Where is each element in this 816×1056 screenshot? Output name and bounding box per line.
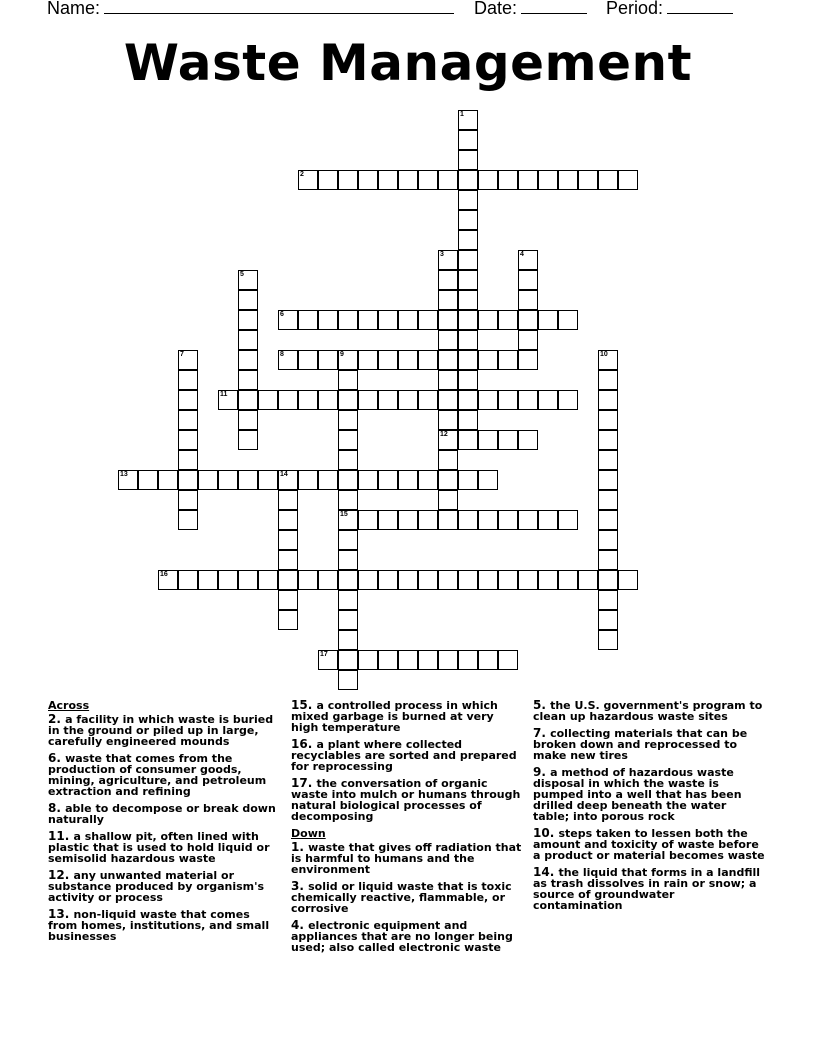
crossword-cell[interactable] <box>218 390 238 410</box>
crossword-cell[interactable] <box>238 430 258 450</box>
crossword-cell[interactable] <box>598 510 618 530</box>
crossword-cell[interactable] <box>438 570 458 590</box>
crossword-cell[interactable] <box>338 310 358 330</box>
across-heading: Across <box>48 699 90 712</box>
crossword-cell[interactable] <box>258 470 278 490</box>
crossword-cell[interactable] <box>358 170 378 190</box>
crossword-cell[interactable] <box>418 570 438 590</box>
clue-number: 9 <box>340 351 344 358</box>
clue-text: steps taken to lessen both the amount and toxicity of waste before a product or material becomes waste <box>533 827 765 862</box>
crossword-cell[interactable] <box>518 290 538 310</box>
crossword-cell[interactable] <box>278 490 298 510</box>
crossword-cell[interactable] <box>278 610 298 630</box>
crossword-cell[interactable] <box>298 470 318 490</box>
crossword-cell[interactable] <box>278 570 298 590</box>
clue-across <box>48 803 280 825</box>
crossword-cell[interactable] <box>178 390 198 410</box>
crossword-cell[interactable] <box>598 370 618 390</box>
crossword-cell[interactable] <box>518 350 538 370</box>
page-title: Waste Management <box>123 34 693 92</box>
crossword-cell[interactable] <box>458 170 478 190</box>
crossword-cell[interactable] <box>598 610 618 630</box>
crossword-cell[interactable] <box>338 590 358 610</box>
crossword-cell[interactable] <box>598 590 618 610</box>
crossword-cell[interactable] <box>598 470 618 490</box>
crossword-cell[interactable] <box>478 510 498 530</box>
crossword-cell[interactable] <box>398 510 418 530</box>
crossword-cell[interactable] <box>338 470 358 490</box>
crossword-cell[interactable] <box>618 170 638 190</box>
crossword-cell[interactable] <box>358 390 378 410</box>
crossword-cell[interactable] <box>598 170 618 190</box>
down-heading: Down <box>291 827 326 840</box>
crossword-cell[interactable] <box>238 290 258 310</box>
crossword-cell[interactable] <box>518 270 538 290</box>
crossword-cell[interactable] <box>438 430 458 450</box>
clue-number-label: 10. <box>533 826 559 840</box>
crossword-cell[interactable] <box>398 390 418 410</box>
clue-number-label: 14. <box>533 865 559 879</box>
clue-number-label: 11. <box>48 829 74 843</box>
crossword-cell[interactable] <box>238 570 258 590</box>
clue-down <box>533 828 765 861</box>
crossword-cell[interactable] <box>358 470 378 490</box>
clue-text: waste that gives off radiation that is harmful to humans and the environment <box>291 841 522 876</box>
clue-text: a plant where collected recyclables are sorted and prepared for reprocessing <box>291 738 517 773</box>
clue-number: 4 <box>520 251 524 258</box>
crossword-cell[interactable] <box>198 570 218 590</box>
clue-across <box>48 870 280 903</box>
clue-down <box>533 767 765 822</box>
crossword-cell[interactable] <box>458 390 478 410</box>
crossword-cell[interactable] <box>338 650 358 670</box>
clue-number-label: 13. <box>48 907 74 921</box>
crossword-cell[interactable] <box>178 570 198 590</box>
crossword-cell[interactable] <box>358 650 378 670</box>
crossword-cell[interactable] <box>178 350 198 370</box>
clue-number-label: 2. <box>48 712 66 726</box>
crossword-cell[interactable] <box>198 470 218 490</box>
crossword-cell[interactable] <box>238 330 258 350</box>
crossword-cell[interactable] <box>438 310 458 330</box>
crossword-cell[interactable] <box>218 470 238 490</box>
crossword-cell[interactable] <box>278 550 298 570</box>
clue-text: a controlled process in which mixed garbage is burned at very high temperature <box>291 699 498 734</box>
crossword-cell[interactable] <box>178 470 198 490</box>
clue-number: 7 <box>180 351 184 358</box>
crossword-cell[interactable] <box>318 350 338 370</box>
clue-text: waste that comes from the production of consumer goods, mining, agriculture, and petroleum extraction and refining <box>48 752 267 798</box>
crossword-cell[interactable] <box>438 290 458 310</box>
crossword-cell[interactable] <box>498 170 518 190</box>
crossword-cell[interactable] <box>498 310 518 330</box>
crossword-cell[interactable] <box>478 650 498 670</box>
crossword-cell[interactable] <box>418 510 438 530</box>
crossword-cell[interactable] <box>458 650 478 670</box>
crossword-cell[interactable] <box>498 350 518 370</box>
clue-number-label: 15. <box>291 698 317 712</box>
crossword-cell[interactable] <box>318 570 338 590</box>
clue-number: 17 <box>320 651 328 658</box>
clue-across <box>48 909 280 942</box>
crossword-cell[interactable] <box>498 430 518 450</box>
clue-number: 8 <box>280 351 284 358</box>
name-label: Name: <box>47 0 101 18</box>
crossword-cell[interactable] <box>578 570 598 590</box>
crossword-cell[interactable] <box>598 410 618 430</box>
crossword-cell[interactable] <box>238 390 258 410</box>
crossword-cell[interactable] <box>318 650 338 670</box>
clue-across <box>48 714 280 747</box>
crossword-cell[interactable] <box>378 170 398 190</box>
crossword-cell[interactable] <box>298 350 318 370</box>
crossword-cell[interactable] <box>458 210 478 230</box>
clue-down <box>291 920 523 953</box>
clue-down <box>291 842 523 875</box>
crossword-cell[interactable] <box>598 450 618 470</box>
crossword-cell[interactable] <box>438 330 458 350</box>
clue-number-label: 17. <box>291 776 317 790</box>
clue-down <box>533 728 765 761</box>
clue-text: the conversation of organic waste into mulch or humans through natural biological processes of decomposing <box>291 777 521 823</box>
clue-across <box>291 739 523 772</box>
crossword-cell[interactable] <box>438 490 458 510</box>
clue-number: 6 <box>280 311 284 318</box>
crossword-cell[interactable] <box>178 430 198 450</box>
crossword-cell[interactable] <box>178 370 198 390</box>
clue-text: the liquid that forms in a landfill as trash dissolves in rain or snow; a source of groundwater contamination <box>533 866 761 912</box>
crossword-cell[interactable] <box>598 530 618 550</box>
crossword-cell[interactable] <box>398 170 418 190</box>
crossword-cell[interactable] <box>238 370 258 390</box>
crossword-cell[interactable] <box>518 170 538 190</box>
crossword-cell[interactable] <box>518 310 538 330</box>
crossword-cell[interactable] <box>438 370 458 390</box>
crossword-cell[interactable] <box>378 650 398 670</box>
crossword-cell[interactable] <box>458 410 478 430</box>
clue-down <box>533 867 765 911</box>
crossword-cell[interactable] <box>358 510 378 530</box>
crossword-cell[interactable] <box>358 310 378 330</box>
crossword-cell[interactable] <box>518 250 538 270</box>
crossword-cell[interactable] <box>218 570 238 590</box>
crossword-cell[interactable] <box>298 390 318 410</box>
crossword-cell[interactable] <box>538 510 558 530</box>
crossword-cell[interactable] <box>318 170 338 190</box>
crossword-cell[interactable] <box>378 390 398 410</box>
crossword-cell[interactable] <box>458 470 478 490</box>
crossword-cell[interactable] <box>478 310 498 330</box>
crossword-cell[interactable] <box>278 530 298 550</box>
crossword-cell[interactable] <box>458 230 478 250</box>
crossword-cell[interactable] <box>458 270 478 290</box>
crossword-cell[interactable] <box>438 250 458 270</box>
clue-number-label: 6. <box>48 751 66 765</box>
clue-column-3 <box>533 700 765 917</box>
crossword-cell[interactable] <box>438 410 458 430</box>
crossword-cell[interactable] <box>238 270 258 290</box>
crossword-cell[interactable] <box>318 310 338 330</box>
crossword-cell[interactable] <box>338 410 358 430</box>
crossword-cell[interactable] <box>478 170 498 190</box>
crossword-cell[interactable] <box>318 390 338 410</box>
clue-number-label: 9. <box>533 765 551 779</box>
crossword-cell[interactable] <box>598 390 618 410</box>
crossword-cell[interactable] <box>458 250 478 270</box>
crossword-cell[interactable] <box>318 470 338 490</box>
crossword-cell[interactable] <box>458 370 478 390</box>
clue-number: 3 <box>440 251 444 258</box>
crossword-cell[interactable] <box>398 310 418 330</box>
clue-number: 16 <box>160 571 168 578</box>
crossword-cell[interactable] <box>438 270 458 290</box>
crossword-cell[interactable] <box>478 430 498 450</box>
clue-across <box>48 831 280 864</box>
crossword-cell[interactable] <box>538 390 558 410</box>
crossword-cell[interactable] <box>458 510 478 530</box>
crossword-cell[interactable] <box>598 630 618 650</box>
crossword-cell[interactable] <box>358 570 378 590</box>
crossword-cell[interactable] <box>418 650 438 670</box>
crossword-cell[interactable] <box>538 170 558 190</box>
crossword-cell[interactable] <box>578 170 598 190</box>
crossword-cell[interactable] <box>498 650 518 670</box>
crossword-cell[interactable] <box>178 510 198 530</box>
crossword-cell[interactable] <box>618 570 638 590</box>
clue-text: non-liquid waste that comes from homes, institutions, and small businesses <box>48 908 270 943</box>
crossword-cell[interactable] <box>338 390 358 410</box>
clue-across <box>291 700 523 733</box>
clue-number-label: 7. <box>533 726 551 740</box>
clue-column-2 <box>291 700 523 959</box>
crossword-cell[interactable] <box>278 350 298 370</box>
crossword-cell[interactable] <box>478 350 498 370</box>
crossword-cell[interactable] <box>598 550 618 570</box>
crossword-cell[interactable] <box>438 350 458 370</box>
crossword-cell[interactable] <box>158 570 178 590</box>
crossword-cell[interactable] <box>298 170 318 190</box>
clue-number-label: 3. <box>291 879 309 893</box>
clue-column-1 <box>48 700 280 948</box>
clue-text: able to decompose or break down naturally <box>48 802 276 826</box>
crossword-cell[interactable] <box>338 510 358 530</box>
crossword-cell[interactable] <box>418 170 438 190</box>
crossword-cell[interactable] <box>518 330 538 350</box>
clue-number-label: 4. <box>291 918 309 932</box>
clue-number-label: 16. <box>291 737 317 751</box>
clue-text: any unwanted material or substance produced by organism's activity or process <box>48 869 265 904</box>
crossword-cell[interactable] <box>418 310 438 330</box>
crossword-cell[interactable] <box>378 350 398 370</box>
crossword-cell[interactable] <box>338 530 358 550</box>
clue-text: a shallow pit, often lined with plastic that is used to hold liquid or semisolid hazardous waste <box>48 830 270 865</box>
crossword-cell[interactable] <box>298 570 318 590</box>
crossword-cell[interactable] <box>438 390 458 410</box>
crossword-cell[interactable] <box>238 470 258 490</box>
crossword-cell[interactable] <box>378 570 398 590</box>
crossword-cell[interactable] <box>418 470 438 490</box>
crossword-cell[interactable] <box>458 430 478 450</box>
clue-text: collecting materials that can be broken down and reprocessed to make new tires <box>533 727 748 762</box>
crossword-cell[interactable] <box>338 350 358 370</box>
crossword-cell[interactable] <box>138 470 158 490</box>
clue-text: a method of hazardous waste disposal in which the waste is pumped into a well that has been drilled deep beneath the water table; into porous rock <box>533 766 742 823</box>
clue-text: the U.S. government's program to clean up hazardous waste sites <box>533 699 763 723</box>
clue-number: 11 <box>220 391 228 398</box>
crossword-cell[interactable] <box>598 350 618 370</box>
crossword-cell[interactable] <box>338 550 358 570</box>
crossword-cell[interactable] <box>338 450 358 470</box>
clue-number: 15 <box>340 511 348 518</box>
crossword-cell[interactable] <box>558 510 578 530</box>
crossword-cell[interactable] <box>558 570 578 590</box>
clue-number-label: 12. <box>48 868 74 882</box>
crossword-cell[interactable] <box>178 410 198 430</box>
crossword-cell[interactable] <box>598 430 618 450</box>
crossword-cell[interactable] <box>278 470 298 490</box>
clue-across <box>291 778 523 822</box>
date-label: Date: <box>474 0 518 18</box>
crossword-cell[interactable] <box>518 570 538 590</box>
clue-down <box>291 881 523 914</box>
crossword-cell[interactable] <box>378 310 398 330</box>
crossword-cell[interactable] <box>538 570 558 590</box>
crossword-cell[interactable] <box>418 350 438 370</box>
crossword-cell[interactable] <box>338 630 358 650</box>
crossword-cell[interactable] <box>238 350 258 370</box>
crossword-cell[interactable] <box>438 650 458 670</box>
crossword-cell[interactable] <box>598 490 618 510</box>
crossword-cell[interactable] <box>338 170 358 190</box>
clue-number: 10 <box>600 351 608 358</box>
clue-text: a facility in which waste is buried in the ground or piled up in large, carefully engineered mounds <box>48 713 274 748</box>
clue-number: 12 <box>440 431 448 438</box>
crossword-cell[interactable] <box>358 350 378 370</box>
clue-number-label: 5. <box>533 698 551 712</box>
clue-number-label: 1. <box>291 840 309 854</box>
crossword-cell[interactable] <box>518 430 538 450</box>
crossword-cell[interactable] <box>478 570 498 590</box>
crossword-cell[interactable] <box>458 290 478 310</box>
crossword-cell[interactable] <box>298 310 318 330</box>
crossword-cell[interactable] <box>458 190 478 210</box>
crossword-cell[interactable] <box>258 390 278 410</box>
clue-number: 14 <box>280 471 288 478</box>
crossword-cell[interactable] <box>538 310 558 330</box>
clue-number: 2 <box>300 171 304 178</box>
crossword-cell[interactable] <box>338 610 358 630</box>
crossword-cell[interactable] <box>558 390 578 410</box>
crossword-cell[interactable] <box>238 410 258 430</box>
crossword-cell[interactable] <box>178 490 198 510</box>
crossword-cell[interactable] <box>598 570 618 590</box>
crossword-cell[interactable] <box>338 370 358 390</box>
crossword-cell[interactable] <box>458 110 478 130</box>
clue-text: electronic equipment and appliances that are no longer being used; also called electronic waste <box>291 919 513 954</box>
crossword-cell[interactable] <box>238 310 258 330</box>
crossword-cell[interactable] <box>278 510 298 530</box>
crossword-cell[interactable] <box>458 130 478 150</box>
clue-number: 13 <box>120 471 128 478</box>
clue-number: 1 <box>460 111 464 118</box>
crossword-cell[interactable] <box>398 650 418 670</box>
crossword-cell[interactable] <box>478 390 498 410</box>
crossword-cell[interactable] <box>458 570 478 590</box>
crossword-cell[interactable] <box>278 310 298 330</box>
crossword-cell[interactable] <box>418 390 438 410</box>
crossword-cell[interactable] <box>338 570 358 590</box>
crossword-cell[interactable] <box>518 510 538 530</box>
crossword-cell[interactable] <box>378 470 398 490</box>
crossword-cell[interactable] <box>458 150 478 170</box>
crossword-cell[interactable] <box>338 670 358 690</box>
crossword-cell[interactable] <box>338 430 358 450</box>
crossword-cell[interactable] <box>378 510 398 530</box>
clue-number: 5 <box>240 271 244 278</box>
crossword-cell[interactable] <box>458 350 478 370</box>
crossword-cell[interactable] <box>498 510 518 530</box>
crossword-cell[interactable] <box>118 470 138 490</box>
crossword-cell[interactable] <box>338 490 358 510</box>
clue-number-label: 8. <box>48 801 66 815</box>
clue-across <box>48 753 280 797</box>
crossword-cell[interactable] <box>178 450 198 470</box>
crossword-cell[interactable] <box>258 570 278 590</box>
crossword-cell[interactable] <box>498 570 518 590</box>
clue-text: solid or liquid waste that is toxic chemically reactive, flammable, or corrosive <box>291 880 512 915</box>
crossword-cell[interactable] <box>438 470 458 490</box>
crossword-cell[interactable] <box>438 170 458 190</box>
crossword-cell[interactable] <box>458 310 478 330</box>
crossword-cell[interactable] <box>438 450 458 470</box>
crossword-cell[interactable] <box>278 390 298 410</box>
crossword-cell[interactable] <box>438 510 458 530</box>
period-label: Period: <box>606 0 664 18</box>
crossword-cell[interactable] <box>458 330 478 350</box>
crossword-cell[interactable] <box>158 470 178 490</box>
crossword-cell[interactable] <box>558 170 578 190</box>
crossword-cell[interactable] <box>558 310 578 330</box>
crossword-cell[interactable] <box>478 470 498 490</box>
clue-down <box>533 700 765 722</box>
crossword-cell[interactable] <box>278 590 298 610</box>
crossword-cell[interactable] <box>398 570 418 590</box>
crossword-cell[interactable] <box>518 390 538 410</box>
crossword-cell[interactable] <box>398 470 418 490</box>
crossword-cell[interactable] <box>498 390 518 410</box>
crossword-cell[interactable] <box>398 350 418 370</box>
